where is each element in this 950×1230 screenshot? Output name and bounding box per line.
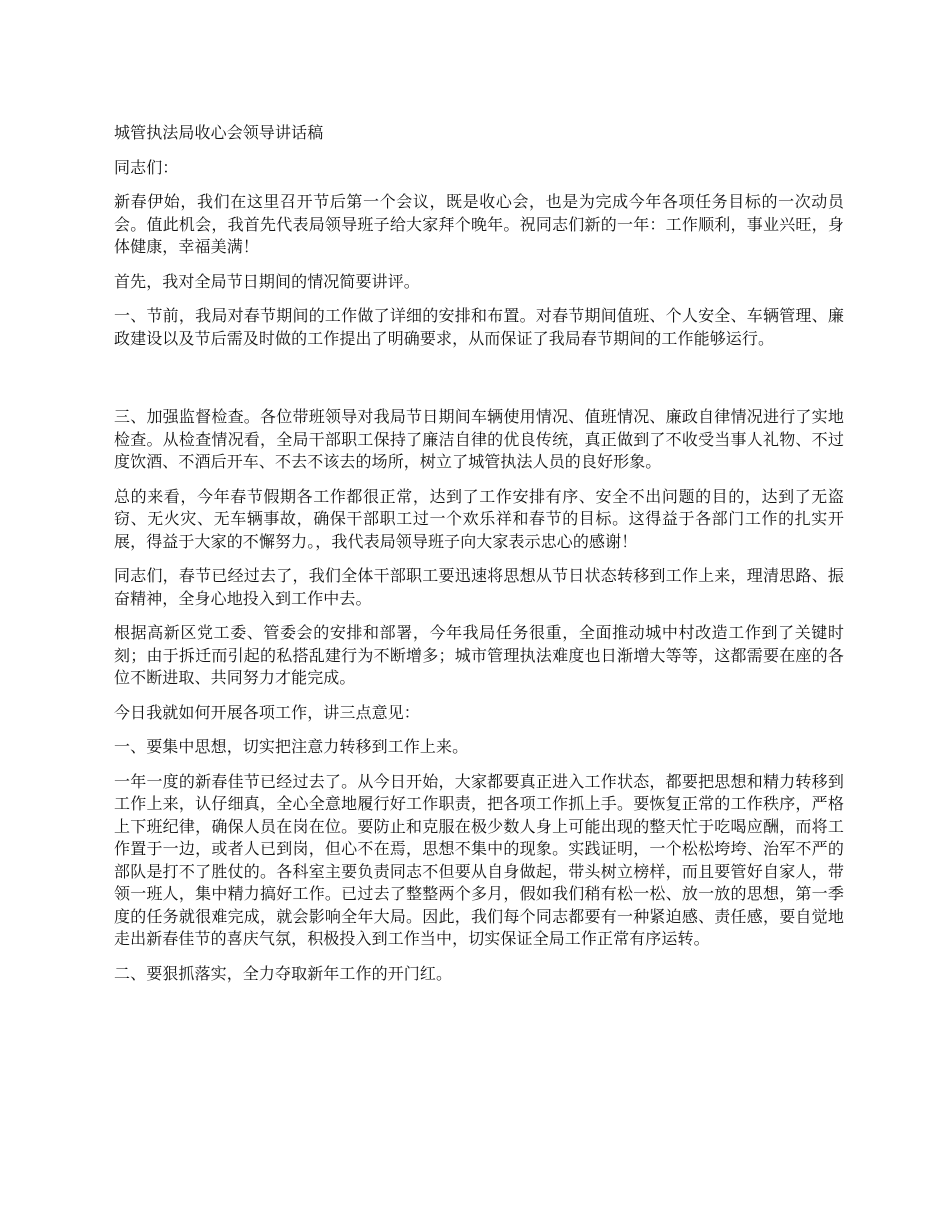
heading-opinion-two: 二、要狠抓落实，全力夺取新年工作的开门红。 bbox=[114, 963, 453, 983]
blank-gap bbox=[114, 362, 844, 406]
paragraph-point-three: 三、加强监督检查。各位带班领导对我局节日期间车辆使用情况、值班情况、廉政自律情况进行了实地检查。从检查情况看，全局干部职工保持了廉洁自律的优良传统，真正做到了不收受当事人礼物、不过度饮酒、不酒后开车、不去不该去的场所，树立了城管执法人员的良好形象。 bbox=[114, 407, 844, 471]
paragraph-transition: 同志们，春节已经过去了，我们全体干部职工要迅速将思想从节日状态转移到工作上来，理清思路、振奋精神，全身心地投入到工作中去。 bbox=[114, 566, 844, 608]
paragraph-point-one: 一、节前，我局对春节期间的工作做了详细的安排和布置。对春节期间值班、个人安全、车辆管理、廉政建设以及节后需及时做的工作提出了明确要求，从而保证了我局春节期间的工作能够运行。 bbox=[114, 306, 844, 348]
paragraph-summary: 总的来看，今年春节假期各工作都很正常，达到了工作安排有序、安全不出问题的目的，达到了无盗窃、无火灾、无车辆事故，确保干部职工过一个欢乐祥和春节的目标。这得益于各部门工作的扎实开展，得益于大家的不懈努力。，我代表局领导班子向大家表示忠心的感谢！ bbox=[114, 486, 844, 551]
paragraph-tasks: 根据高新区党工委、管委会的安排和部署，今年我局任务很重，全面推动城中村改造工作到了关键时刻；由于拆迁而引起的私搭乱建行为不断增多；城市管理执法难度也日渐增大等等，这都需要在座的各位不断进取、共同努力才能完成。 bbox=[114, 623, 844, 687]
paragraph-review-intro: 首先，我对全局节日期间的情况简要讲评。 bbox=[114, 271, 420, 291]
paragraph-opinions-intro: 今日我就如何开展各项工作，讲三点意见： bbox=[114, 702, 420, 722]
document-body bbox=[114, 122, 844, 997]
document-title: 城管执法局收心会领导讲话稿 bbox=[114, 123, 324, 142]
salutation: 同志们： bbox=[114, 157, 179, 177]
heading-opinion-one: 一、要集中思想，切实把注意力转移到工作上来。 bbox=[114, 737, 469, 756]
paragraph-opening: 新春伊始，我们在这里召开节后第一个会议，既是收心会，也是为完成今年各项任务目标的一次动员会。值此机会，我首先代表局领导班子给大家拜个晚年。祝同志们新的一年：工作顺利，事业兴旺，身体健康，幸福美满！ bbox=[114, 192, 844, 256]
paragraph-opinion-one-body: 一年一度的新春佳节已经过去了。从今日开始，大家都要真正进入工作状态，都要把思想和精力转移到工作上来，认仔细真，全心全意地履行好工作职责，把各项工作抓上手。要恢复正常的工作秩序，严格上下班纪律，确保人员在岗在位。要防止和克服在极少数人身上可能出现的整天忙于吃喝应酬，而将工作置于一边，或者人已到岗，但心不在焉，思想不集中的现象。实践证明，一个松松垮垮、治军不严的部队是打不了胜仗的。各科室主要负责同志不但要从自身做起，带头树立榜样，而且要管好自家人，带领一班人，集中精力搞好工作。已过去了整整两个多月，假如我们稍有松一松、放一放的思想，第一季度的任务就很难完成，就会影响全年大局。因此，我们每个同志都要有一种紧迫感、责任感，要自觉地走出新春佳节的喜庆气氛，积极投入到工作当中，切实保证全局工作正常有序运转。 bbox=[114, 771, 844, 948]
